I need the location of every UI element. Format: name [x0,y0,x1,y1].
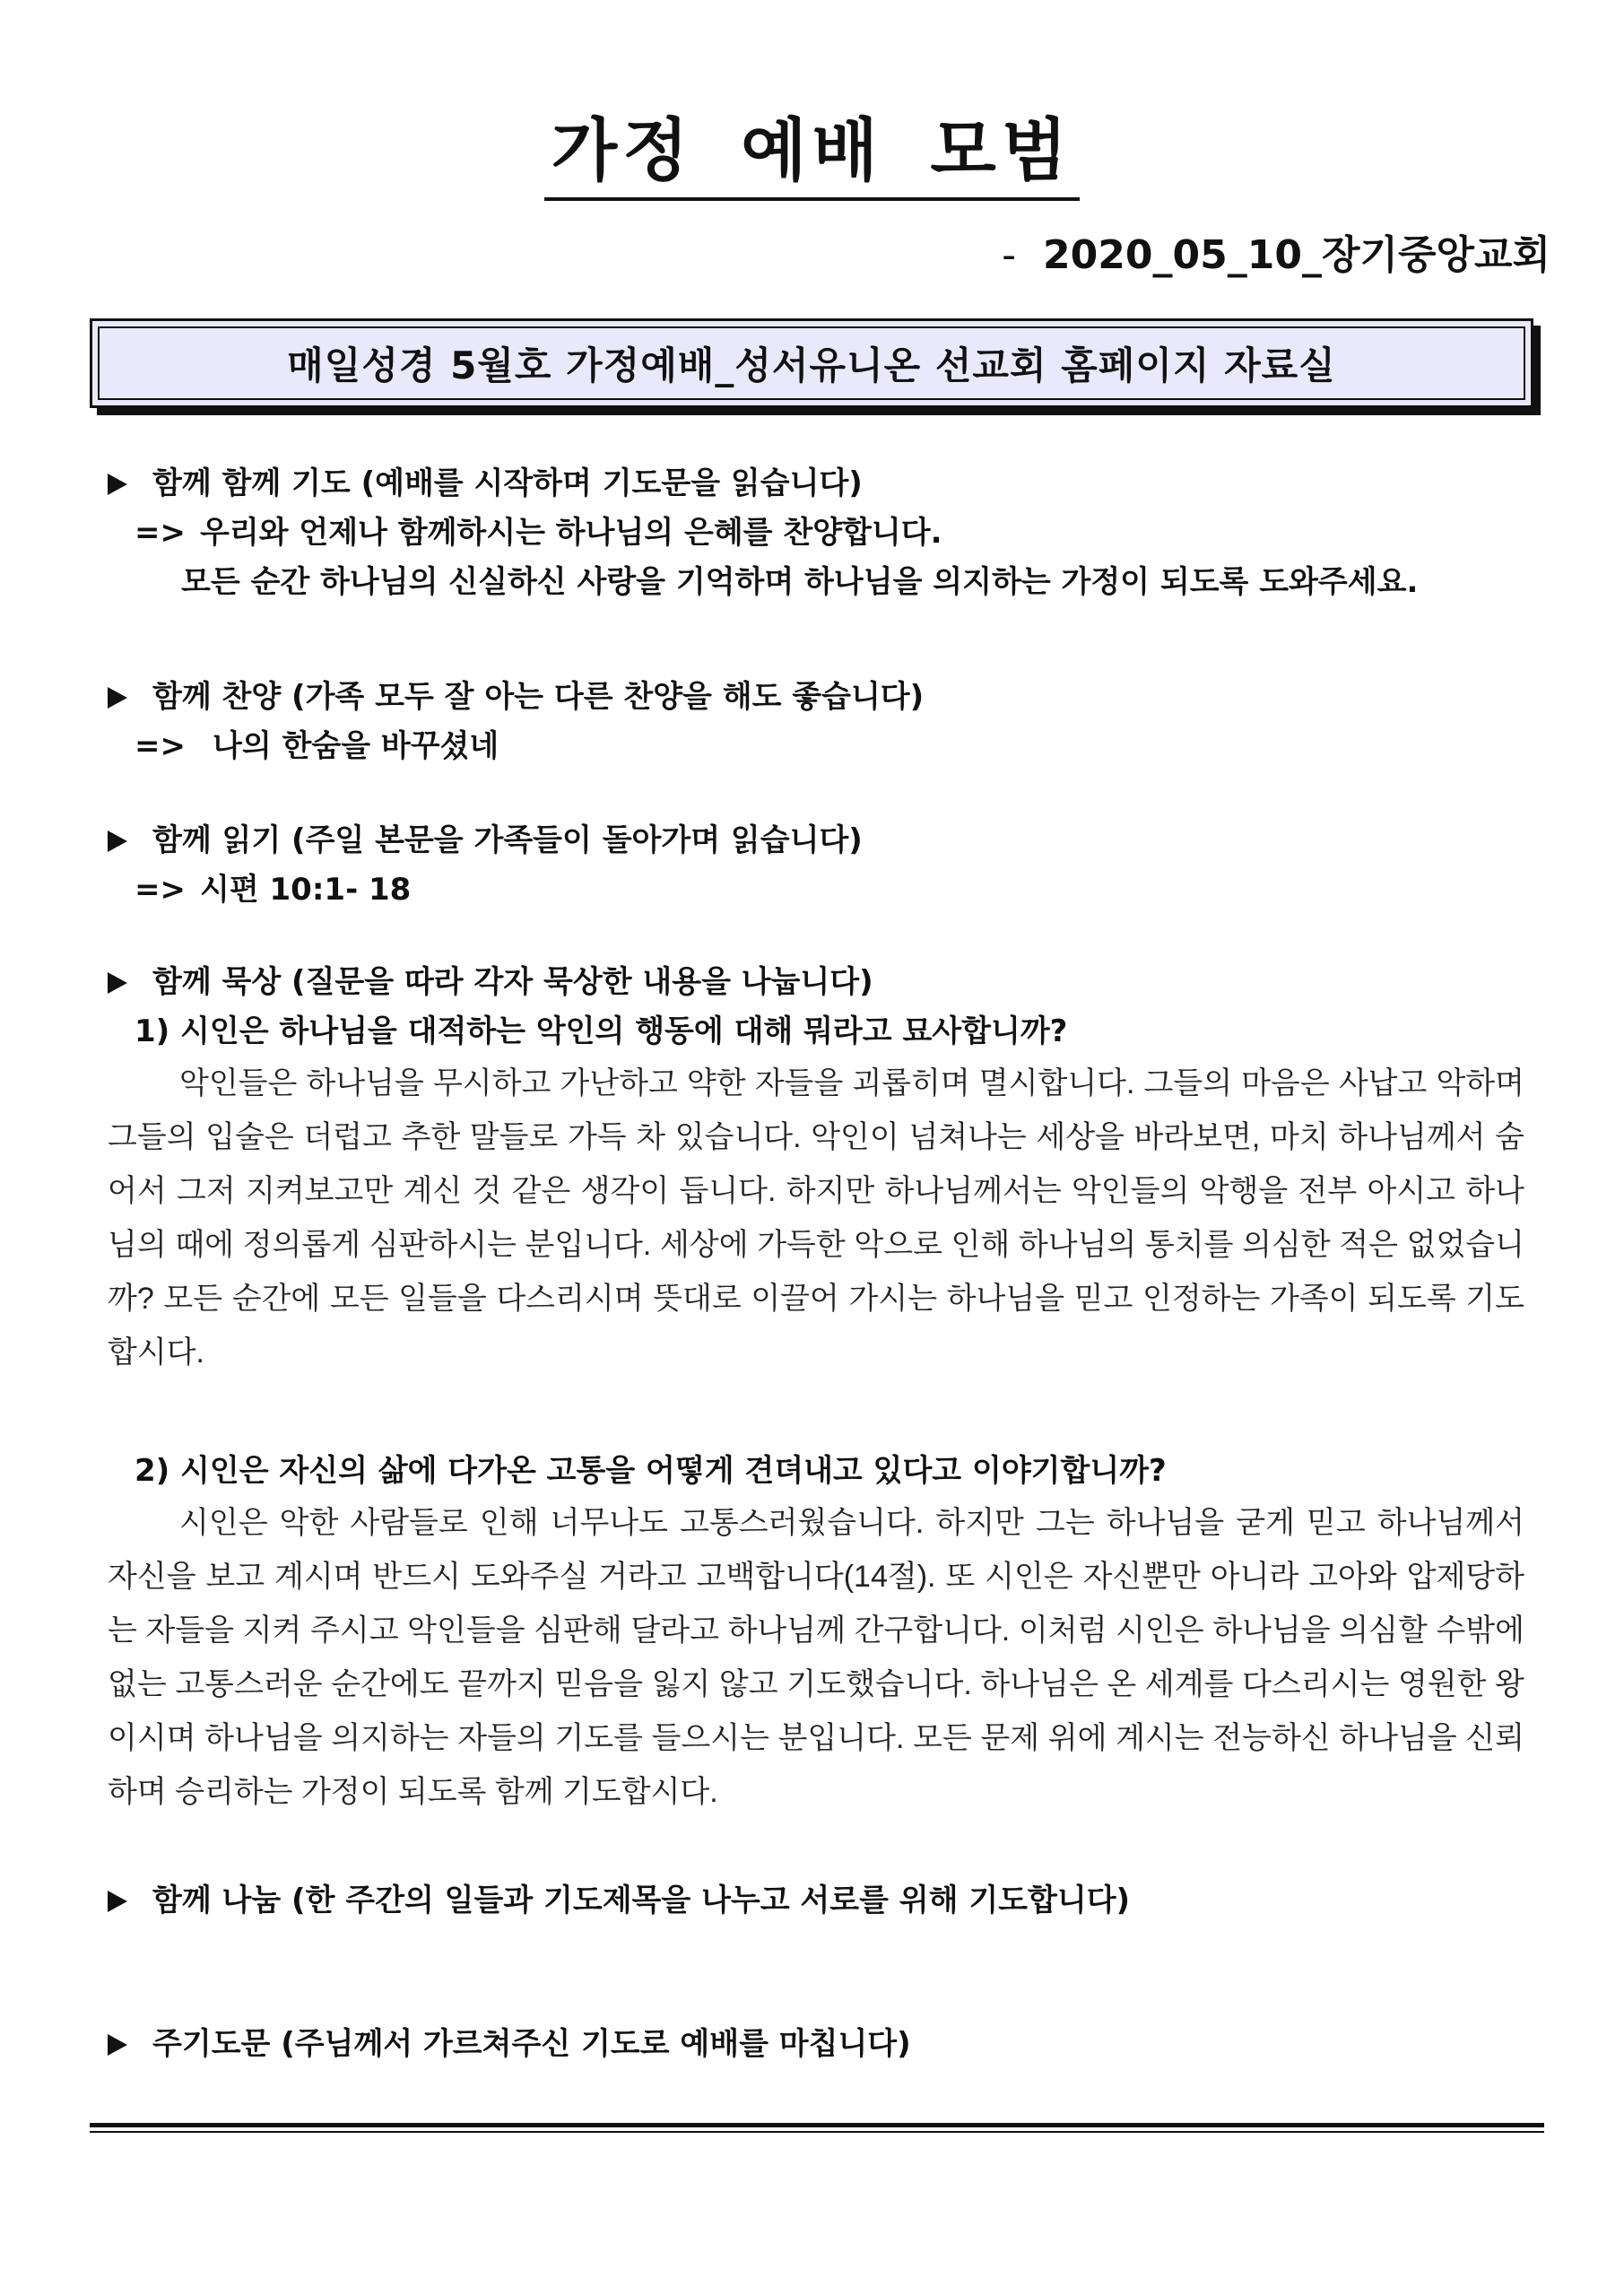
reading-line-1 [108,865,1524,915]
dateline-text: 2020_05_10_장기중앙교회 [1043,232,1550,278]
meditation-answer-2: 시인은 악한 사람들로 인해 너무나도 고통스러웠습니다. 하지만 그는 하나님을 굳게 믿고 하나님께서 자신을 보고 계시며 반드시 도와주실 거라고 고백합니다(14절). 또 시인은 자신뿐만 아니라 고아와 압제당하는 자들을 지켜 주시고 악인들을 심판해 달라고 하나님께 간구합니다. 이처럼 시인은 하나님을 의심할 수밖에 없는 고통스러운 순간에도 끝까지 믿음을 잃지 않고 기도했습니다. 하나님은 온 세계를 다스리시는 영원한 왕이시며 하나님을 의지하는 자들의 기도를 들으시는 분입니다. 모든 문제 위에 계시는 전능하신 하나님을 신뢰하며 승리하는 가정이 되도록 함께 기도합시다. [108,1506,1524,1809]
arrow-marker: => [135,728,186,764]
section-praise-heading-text: 함께 찬양 (가족 모두 잘 아는 다른 찬양을 해도 좋습니다) [152,679,925,715]
section-sharing [108,1876,1524,1926]
section-meditation-q2 [108,1447,1524,1819]
bottom-divider [90,2123,1544,2127]
section-prayer-heading-text: 함께 함께 기도 (예배를 시작하며 기도문을 읽습니다) [152,465,863,501]
section-lords-prayer-heading [108,2020,1524,2069]
page-title [0,106,1624,201]
section-meditation-heading [108,958,1524,1007]
triangle-bullet-icon [108,831,127,852]
prayer-line-2: 모든 순간 하나님의 신실하신 사랑을 기억하며 하나님을 의지하는 가정이 되도록 도와주세요. [181,564,1419,600]
meditation-answer-1: 악인들은 하나님을 무시하고 가난하고 약한 자들을 괴롭히며 멸시합니다. 그들의 마음은 사납고 악하며 그들의 입술은 더럽고 추한 말들로 가득 차 있습니다. 악인이 넘쳐나는 세상을 바라보면, 마치 하나님께서 숨어서 그저 지켜보고만 계신 것 같은 생각이 듭니다. 하지만 하나님께서는 악인들의 악행을 전부 아시고 하나님의 때에 정의롭게 심판하시는 분입니다. 세상에 가득한 악으로 인해 하나님의 통치를 의심한 적은 없었습니까? 모든 순간에 모든 일들을 다스리시며 뜻대로 이끌어 가시는 하나님을 믿고 인정하는 가족이 되도록 기도합시다. [108,1066,1524,1370]
page-title-text: 가정 예배 모범 [544,106,1080,201]
reading-passage: 시편 10:1- 18 [199,872,412,908]
triangle-bullet-icon [108,2034,127,2056]
triangle-bullet-icon [108,1891,127,1912]
section-prayer-heading [108,459,1524,509]
bottom-divider-thin [90,2131,1544,2133]
section-sharing-heading [108,1876,1524,1926]
section-reading [108,816,1524,915]
dateline [1002,229,1550,283]
section-sharing-heading-text: 함께 나눔 (한 주간의 일들과 기도제목을 나누고 서로를 위해 기도합니다) [152,1883,1131,1918]
arrow-marker: => [135,515,186,551]
meditation-question-1: 1) 시인은 하나님을 대적하는 악인의 행동에 대해 뭐라고 묘사합니까? [135,1013,1068,1049]
section-lords-prayer [108,2020,1524,2069]
section-prayer [108,459,1524,607]
meditation-question-2: 2) 시인은 자신의 삶에 다가온 고통을 어떻게 견뎌내고 있다고 이야기합니까? [135,1453,1167,1489]
section-meditation [108,958,1524,1379]
arrow-marker: => [135,872,186,908]
dateline-dash: - [1002,232,1017,278]
triangle-bullet-icon [108,972,127,994]
section-meditation-heading-text: 함께 묵상 (질문을 따라 각자 묵상한 내용을 나눕니다) [152,964,873,1000]
source-banner-text: 매일성경 5월호 가정예배_성서유니온 선교회 홈페이지 자료실 [98,326,1525,400]
section-lords-prayer-heading-text: 주기도문 (주님께서 가르쳐주신 기도로 예배를 마칩니다) [152,2026,911,2062]
triangle-bullet-icon [108,474,127,495]
prayer-line-1-text: 우리와 언제나 함께하시는 하나님의 은혜를 찬양합니다. [199,515,942,551]
section-reading-heading-text: 함께 읽기 (주일 본문을 가족들이 돌아가며 읽습니다) [152,822,863,858]
prayer-line-1 [108,509,1524,558]
praise-song-title: 나의 한숨을 바꾸셨네 [212,728,499,764]
section-praise [108,673,1524,771]
section-praise-heading [108,673,1524,722]
triangle-bullet-icon [108,687,127,709]
section-reading-heading [108,816,1524,865]
praise-line-1 [108,722,1524,771]
source-banner [90,318,1533,408]
